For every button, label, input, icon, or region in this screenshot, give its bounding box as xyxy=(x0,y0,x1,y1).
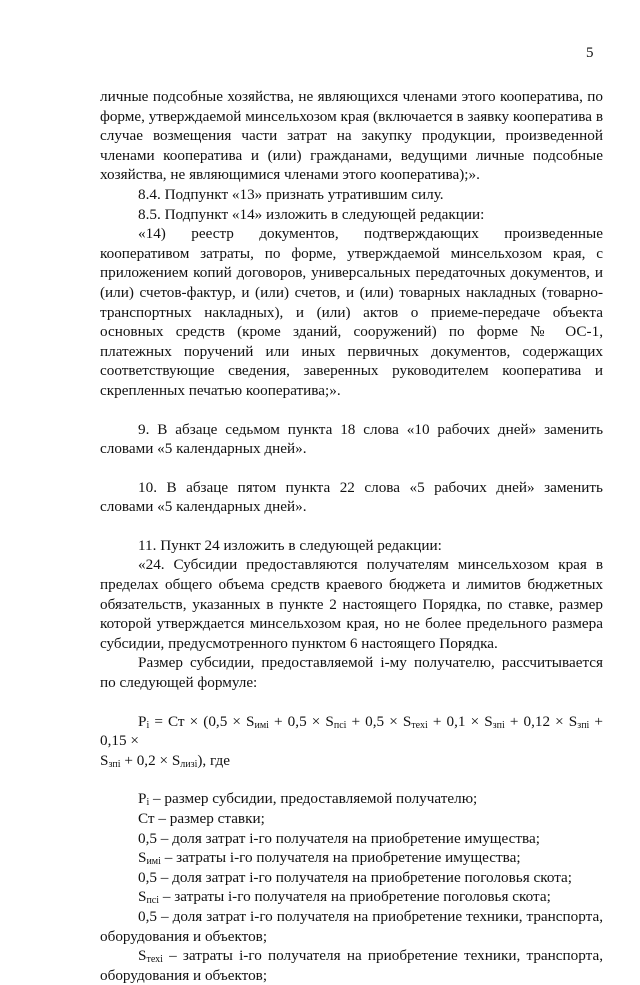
paragraph: личные подсобные хозяйства, не являющихся членами этого кооператива, по форме, утверждаемой минсельхозом края (включается в заявку кооператива в случае возмещения части затрат на закупку продукции, произведенной членами кооператива и (или) гражданами, ведущими личные подсобные хозяйства, не являющимися членами этого кооператива);». xyxy=(100,88,603,184)
paragraph: «24. Субсидии предоставляются получателям минсельхозом края в пределах общего объема средств краевого бюджета и лимитов бюджетных обязательств, указанных в пункте 2 настоящего Порядка, по ставке, размер которой утверждается минсельхозом края, но не более предельного размера субсидии, предусмотренного пунктом 6 настоящего Порядка. xyxy=(100,556,603,652)
definition: 0,5 – доля затрат i-го получателя на приобретение техники, транспорта, оборудования и объектов; xyxy=(100,907,603,945)
paragraph: 8.4. Подпункт «13» признать утратившим силу. xyxy=(138,185,444,203)
paragraph: Размер субсидии, предоставляемой i-му получателю, рассчитывается по следующей формуле: xyxy=(100,654,603,692)
formula-line-2: $S_{зпi} + 0,2 \times S_{лизi}$), где xyxy=(100,751,230,770)
paragraph: «14) реестр документов, подтверждающих произведенные кооперативом затраты, по форме, утверждаемой минсельхозом края, с приложением копий договоров, универсальных передаточных документов, и (или) счетов-фактур, и (или) счетов, и (или) товарных накладных (товарно-транспортных накладных), и (или) актов о приеме-передаче объекта основных средств (кроме зданий, сооружений) по форме № ОС-1, платежных поручений или иных первичных документов, содержащих соответствующие сведения, заверенных руководителем кооператива и скрепленных печатью кооператива;». xyxy=(100,225,603,399)
definition: 0,5 – доля затрат i-го получателя на приобретение поголовья скота; xyxy=(138,868,573,886)
paragraph: 9. В абзаце седьмом пункта 18 слова «10 рабочих дней» заменить словами «5 календарных дней». xyxy=(100,420,603,458)
definition: $S_{техi}$ – затраты i-го получателя на приобретение техники, транспорта, оборудования и объектов; xyxy=(100,947,603,984)
document-body xyxy=(100,87,603,985)
definition: $S_{имi}$ – затраты i-го получателя на приобретение имущества; xyxy=(138,849,521,868)
definition: $S_{псi}$ – затраты i-го получателя на приобретение поголовья скота; xyxy=(138,888,551,907)
paragraph: 8.5. Подпункт «14» изложить в следующей редакции: xyxy=(138,205,485,223)
paragraph: 11. Пункт 24 изложить в следующей редакции: xyxy=(138,536,442,554)
page-number: 5 xyxy=(586,45,594,61)
formula: $P_i$ = Ст × ($0,5 \times S_{имi} + 0,5 \times S_{псi} + 0,5 \times S_{техi} + 0,1 \times S_{зпi} + 0,12 \times S_{зпi} + 0,15$ × xyxy=(100,712,603,750)
definition: Ст – размер ставки; xyxy=(138,810,265,827)
definition: 0,5 – доля затрат i-го получателя на приобретение имущества; xyxy=(138,829,540,847)
paragraph: 10. В абзаце пятом пункта 22 слова «5 рабочих дней» заменить словами «5 календарных дней». xyxy=(100,478,603,516)
definition: $P_i$ – размер субсидии, предоставляемой получателю; xyxy=(138,790,478,809)
